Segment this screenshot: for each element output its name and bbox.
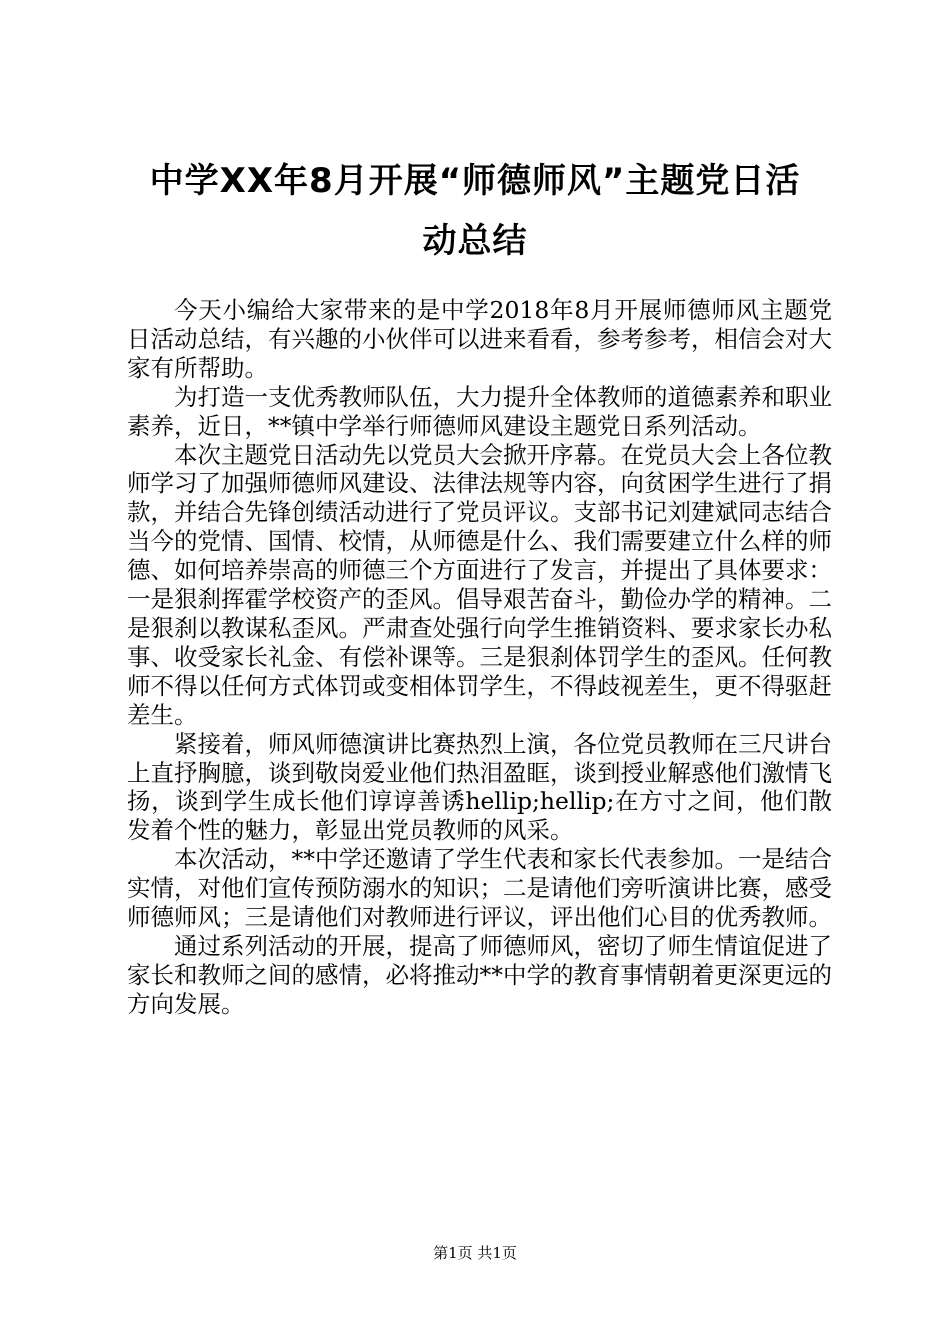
document-title-line-2: 动总结: [422, 221, 528, 261]
paragraph-purpose: 为打造一支优秀教师队伍，大力提升全体教师的道德素养和职业素养，近日，**镇中学举行师德师风建设主题党日系列活动。: [127, 382, 832, 440]
paragraph-intro: 今天小编给大家带来的是中学2018年8月开展师德师风主题党日活动总结，有兴趣的小伙伴可以进来看看，参考参考，相信会对大家有所帮助。: [127, 296, 832, 382]
paragraph-conclusion: 通过系列活动的开展，提高了师德师风，密切了师生情谊促进了家长和教师之间的感情，必将推动**中学的教育事情朝着更深更远的方向发展。: [127, 931, 832, 1018]
paragraph-parent-participation: 本次活动，**中学还邀请了学生代表和家长代表参加。一是结合实情，对他们宣传预防溺水的知识；二是请他们旁听演讲比赛，感受师德师风；三是请他们对教师进行评议，评出他们心目的优秀教师。: [127, 845, 832, 932]
document-title-line-1: 中学XX年8月开展“师德师风”主题党日活: [149, 161, 801, 201]
paragraph-speech-contest: 紧接着，师风师德演讲比赛热烈上演，各位党员教师在三尺讲台上直抒胸臆，谈到敬岗爱业他们热泪盈眶，谈到授业解惑他们激情飞扬，谈到学生成长他们谆谆善诱hellip;hellip;在方寸之间，他们散发着个性的魅力，彰显出党员教师的风采。: [127, 729, 832, 845]
page-footer: 第1页 共1页: [433, 1244, 517, 1262]
paragraph-party-meeting: 本次主题党日活动先以党员大会掀开序幕。在党员大会上各位教师学习了加强师德师风建设、法律法规等内容，向贫困学生进行了捐款，并结合先锋创绩活动进行了党员评议。支部书记刘建斌同志结合当今的党情、国情、校情，从师德是什么、我们需要建立什么样的师德、如何培养崇高的师德三个方面进行了发言，并提出了具体要求：一是狠刹挥霍学校资产的歪风。倡导艰苦奋斗，勤俭办学的精神。二是狠刹以教谋私歪风。严肃查处强行向学生推销资料、要求家长办私事、收受家长礼金、有偿补课等。三是狠刹体罚学生的歪风。任何教师不得以任何方式体罚或变相体罚学生，不得歧视差生，更不得驱赶差生。: [127, 440, 832, 729]
document-body: [127, 296, 832, 1019]
